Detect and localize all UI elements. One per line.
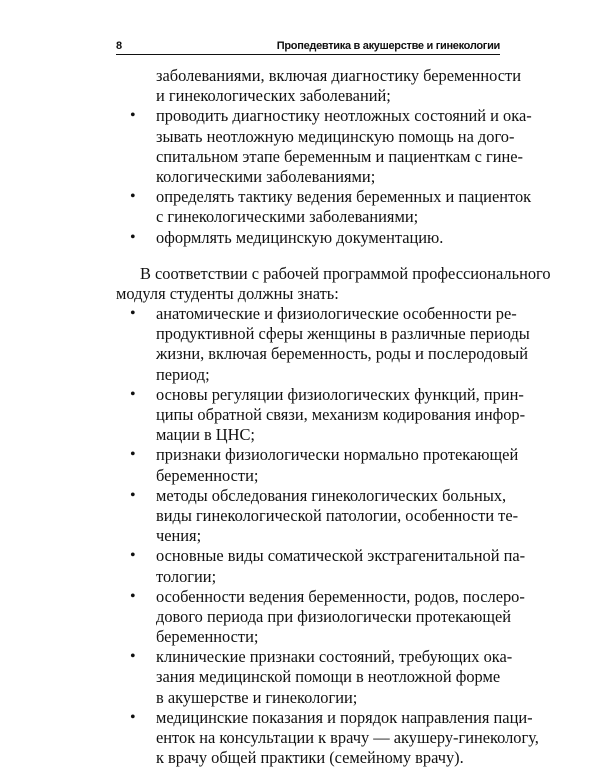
text-line: оформлять медицинскую документацию. <box>156 227 444 247</box>
list-item <box>116 384 526 446</box>
bullet-icon: • <box>130 107 136 125</box>
text-line: заболеваниями, включая диагностику беременности <box>156 66 521 85</box>
page-number: 8 <box>116 40 123 52</box>
text-line: ципы обратной связи, механизм кодирования инфор- <box>156 405 526 424</box>
text-line: модуля студенты должны знать: <box>116 283 339 303</box>
list-item <box>116 586 525 648</box>
text-line: основные виды соматической экстрагенитальной па- <box>156 546 526 566</box>
running-title: Пропедевтика в акушерстве и гинекологии <box>276 40 500 52</box>
text-line: виды гинекологической патологии, особенности те- <box>156 505 519 525</box>
list-item <box>116 106 532 187</box>
paragraph <box>116 263 551 304</box>
bullet-icon: • <box>130 708 136 726</box>
text-line: дового периода при физиологически протекающей <box>156 606 512 626</box>
text-line: особенности ведения беременности, родов, послеро- <box>156 586 525 606</box>
bullet-icon: • <box>130 385 136 403</box>
text-line: анатомические и физиологические особенности ре- <box>156 304 517 324</box>
list-item <box>116 546 526 586</box>
text-line: беременности; <box>156 627 259 647</box>
page-body <box>116 66 551 768</box>
text-line: зания медицинской помощи в неотложной форме <box>156 667 501 687</box>
text-line: проводить диагностику неотложных состояний и ока- <box>156 106 532 126</box>
list-item <box>116 304 530 385</box>
bullet-icon: • <box>130 188 136 206</box>
list-item <box>116 647 513 708</box>
bullet-icon: • <box>130 228 136 246</box>
bullet-icon: • <box>130 547 136 565</box>
text-line: енток на консультации к врачу — акушеру-гинекологу, <box>156 728 539 747</box>
text-line: медицинские показания и порядок направления паци- <box>156 707 533 727</box>
list-item <box>116 187 532 227</box>
text-line: зывать неотложную медицинскую помощь на дого- <box>156 126 515 146</box>
text-line: в акушерстве и гинекологии; <box>156 687 358 707</box>
text-line: В соответствии с рабочей программой профессионального <box>140 263 551 283</box>
bullet-icon: • <box>130 446 136 464</box>
text-line: период; <box>156 364 210 384</box>
text-line: клинические признаки состояний, требующих ока- <box>156 647 513 667</box>
bullet-icon: • <box>130 305 136 323</box>
text-line: тологии; <box>156 566 217 586</box>
bullet-icon: • <box>130 587 136 605</box>
text-line: признаки физиологически нормально протекающей <box>156 445 519 465</box>
text-line: спитальном этапе беременным и пациенткам с гине- <box>156 146 524 166</box>
text-line: беременности; <box>156 465 259 485</box>
list-item <box>116 228 502 248</box>
bullet-icon: • <box>130 648 136 666</box>
text-line: определять тактику ведения беременных и пациенток <box>156 187 532 207</box>
running-header <box>116 40 500 55</box>
text-line: кологическими заболеваниями; <box>156 166 376 186</box>
bullet-icon: • <box>130 486 136 504</box>
text-line: и гинекологических заболеваний; <box>156 86 391 106</box>
text-line: жизни, включая беременность, роды и послеродовый <box>156 344 529 364</box>
list-item <box>116 485 519 547</box>
list-item <box>116 445 519 485</box>
text-line: основы регуляции физиологических функций, прин- <box>156 384 524 404</box>
text-line: чения; <box>156 526 202 546</box>
text-line: к врачу общей практики (семейному врачу). <box>156 748 464 768</box>
list-item <box>116 707 539 768</box>
text-line: с гинекологическими заболеваниями; <box>156 207 419 227</box>
text-line: методы обследования гинекологических больных, <box>156 485 507 505</box>
text-line: мации в ЦНС; <box>156 425 255 445</box>
text-line: продуктивной сферы женщины в различные периоды <box>156 324 530 344</box>
list-item-continuation <box>116 66 521 106</box>
